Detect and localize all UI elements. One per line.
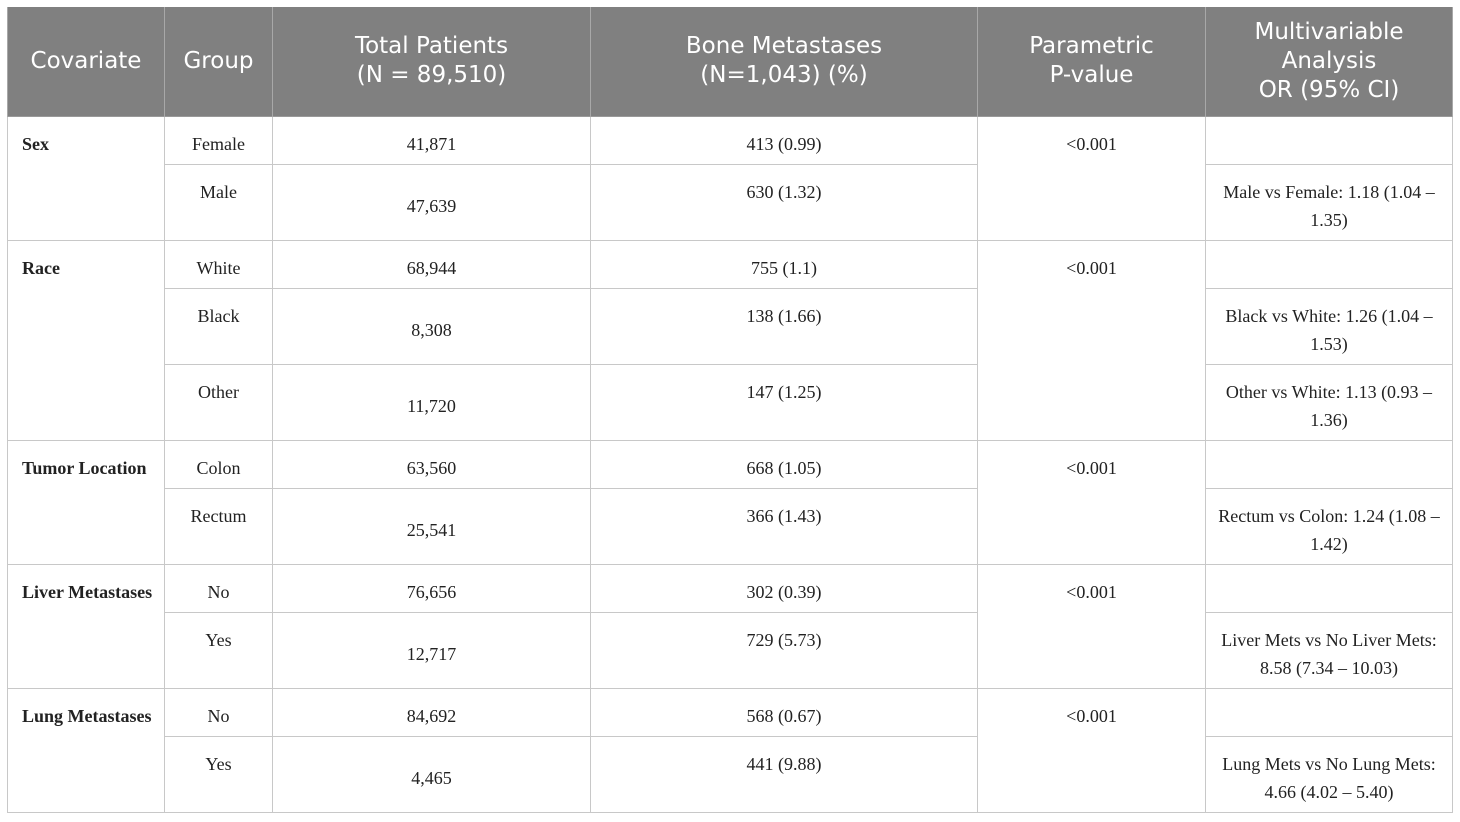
table-row [8,440,1453,488]
covariate-race: Race [8,240,165,440]
total-cell: 68,944 [273,240,591,288]
header-p-line-2: P-value [1049,62,1134,89]
table-row [8,488,1453,564]
header-mv-line-3: OR (95% CI) [1258,76,1400,103]
total-cell: 41,871 [273,116,591,164]
or-cell [1206,688,1453,736]
bone-cell: 668 (1.05) [591,440,978,488]
covariate-tumor-location: Tumor Location [8,440,165,564]
covariate-lung-metastases: Lung Metastases [8,688,165,812]
or-cell: Rectum vs Colon: 1.24 (1.08 – 1.42) [1206,488,1453,564]
header-total-line-2: (N = 89,510) [356,62,507,89]
group-cell: No [165,564,273,612]
covariate-sex: Sex [8,116,165,240]
header-p-value [978,7,1206,116]
results-table [7,7,1453,813]
header-group-line-1: Group [183,47,254,74]
group-cell: Rectum [165,488,273,564]
group-cell: Other [165,364,273,440]
group-cell: Yes [165,736,273,812]
total-cell: 11,720 [273,364,591,440]
bone-cell: 630 (1.32) [591,164,978,240]
group-cell: Yes [165,612,273,688]
table-row [8,116,1453,164]
header-covariate [8,7,165,116]
p-value-cell: <0.001 [978,116,1206,240]
header-row [8,7,1453,116]
or-cell [1206,440,1453,488]
header-mv-line-2: Analysis [1281,47,1377,74]
or-cell: Black vs White: 1.26 (1.04 – 1.53) [1206,288,1453,364]
bone-cell: 302 (0.39) [591,564,978,612]
bone-cell: 729 (5.73) [591,612,978,688]
total-cell: 47,639 [273,164,591,240]
header-mv-line-1: Multivariable [1254,18,1404,45]
table-row [8,164,1453,240]
bone-cell: 441 (9.88) [591,736,978,812]
table-row [8,736,1453,812]
header-bone-line-1: Bone Metastases [685,33,883,60]
bone-cell: 413 (0.99) [591,116,978,164]
group-cell: White [165,240,273,288]
header-covariate-line-1: Covariate [30,47,142,74]
bone-cell: 147 (1.25) [591,364,978,440]
group-cell: Female [165,116,273,164]
p-value-cell: <0.001 [978,440,1206,564]
or-cell: Male vs Female: 1.18 (1.04 – 1.35) [1206,164,1453,240]
table-row [8,612,1453,688]
header-total-line-1: Total Patients [354,33,509,60]
total-cell: 12,717 [273,612,591,688]
total-cell: 8,308 [273,288,591,364]
bone-cell: 755 (1.1) [591,240,978,288]
table-row [8,240,1453,288]
table-row [8,288,1453,364]
header-multivariable [1206,7,1453,116]
header-group [165,7,273,116]
total-cell: 25,541 [273,488,591,564]
total-cell: 84,692 [273,688,591,736]
group-cell: Male [165,164,273,240]
covariate-liver-metastases: Liver Metastases [8,564,165,688]
group-cell: Black [165,288,273,364]
bone-cell: 138 (1.66) [591,288,978,364]
group-cell: No [165,688,273,736]
or-cell [1206,240,1453,288]
header-bone-line-2: (N=1,043) (%) [700,62,868,89]
table-row [8,364,1453,440]
or-cell [1206,564,1453,612]
or-cell [1206,116,1453,164]
header-total-patients [273,7,591,116]
or-cell: Other vs White: 1.13 (0.93 – 1.36) [1206,364,1453,440]
p-value-cell: <0.001 [978,240,1206,440]
bone-cell: 366 (1.43) [591,488,978,564]
header-bone-metastases [591,7,978,116]
table-row [8,564,1453,612]
bone-cell: 568 (0.67) [591,688,978,736]
total-cell: 76,656 [273,564,591,612]
p-value-cell: <0.001 [978,564,1206,688]
group-cell: Colon [165,440,273,488]
total-cell: 4,465 [273,736,591,812]
p-value-cell: <0.001 [978,688,1206,812]
header-p-line-1: Parametric [1029,33,1154,60]
total-cell: 63,560 [273,440,591,488]
table-row [8,688,1453,736]
or-cell: Lung Mets vs No Lung Mets: 4.66 (4.02 – 5.40) [1206,736,1453,812]
or-cell: Liver Mets vs No Liver Mets: 8.58 (7.34 – 10.03) [1206,612,1453,688]
